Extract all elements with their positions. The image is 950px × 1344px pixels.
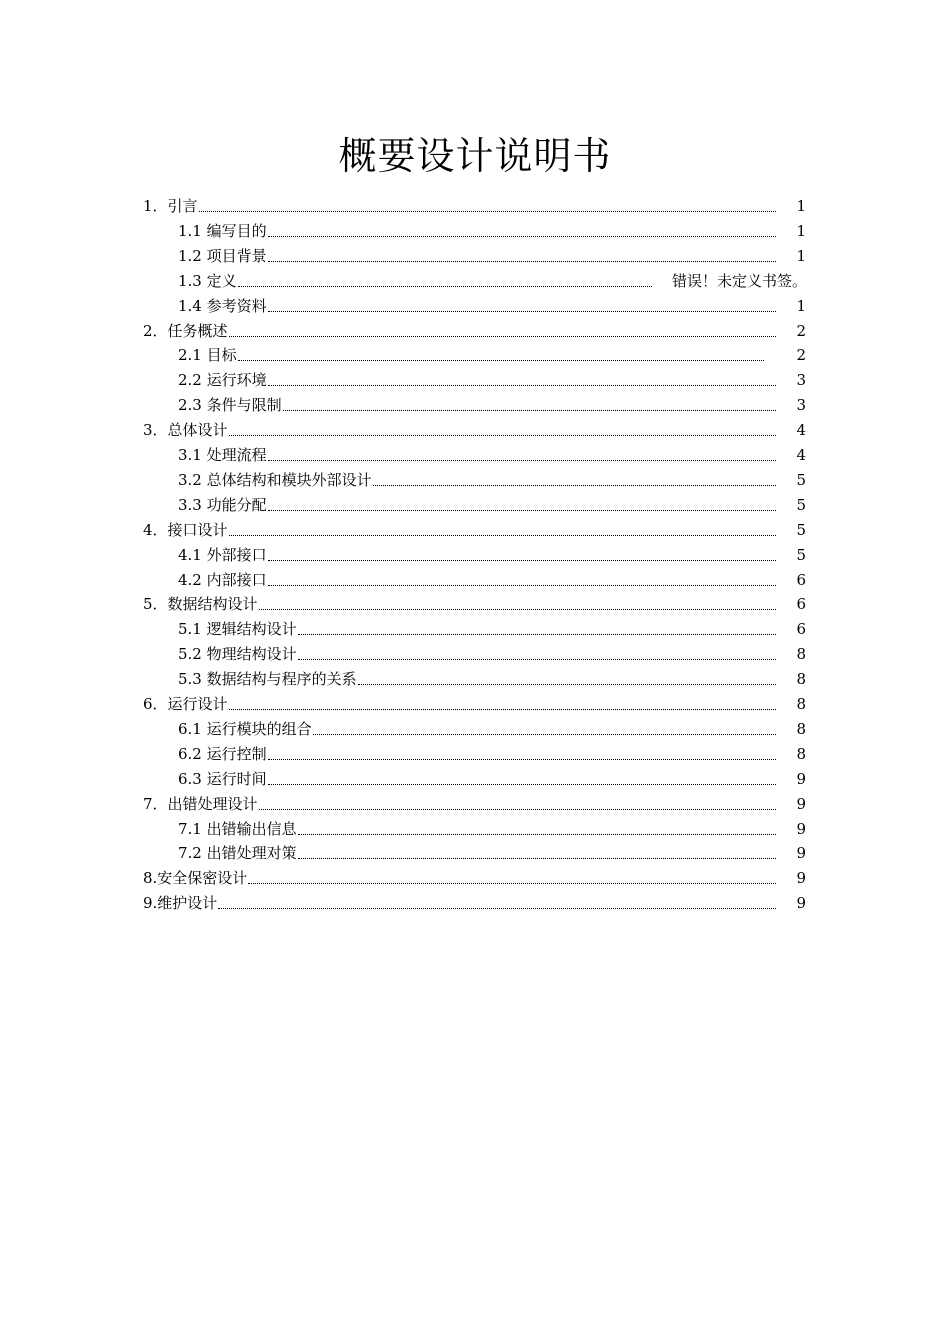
toc-page-number: 1 (796, 296, 806, 315)
toc-page-number: 4 (796, 446, 806, 464)
toc-entry-label: 1．引言 (143, 197, 198, 215)
toc-entry[interactable] (178, 838, 806, 863)
toc-entry-label: 9.维护设计 (143, 894, 218, 913)
toc-page-number: 8 (796, 719, 806, 738)
toc-entry-label: 7.2 出错处理对策 (178, 844, 297, 863)
toc-entry[interactable] (143, 515, 806, 540)
document-title: 概要设计说明书 (338, 134, 612, 179)
toc-entry-label: 3.2 总体结构和模块外部设计 (178, 470, 372, 489)
toc-dot-leader (313, 719, 776, 739)
toc-page-number: 8 (796, 670, 806, 689)
toc-entry-label: 1.2 项目背景 (178, 246, 267, 265)
toc-entry-label: 2．任务概述 (143, 321, 228, 340)
toc-dot-leader (268, 545, 776, 565)
toc-dot-leader (248, 868, 776, 888)
toc-dot-leader (298, 843, 776, 863)
toc-entry[interactable] (178, 216, 806, 241)
toc-page-number: 6 (796, 620, 806, 639)
toc-entry-label: 4.2 内部接口 (178, 570, 267, 589)
toc-entry[interactable] (143, 689, 806, 714)
toc-page-number: 5 (796, 545, 806, 564)
toc-dot-leader (229, 694, 776, 714)
toc-entry-label: 3．总体设计 (143, 421, 228, 440)
toc-entry[interactable] (178, 764, 806, 789)
toc-entry[interactable] (178, 739, 806, 764)
toc-entry-label: 6．运行设计 (143, 695, 228, 713)
toc-entry-label: 3.1 处理流程 (178, 446, 267, 464)
toc-page-number: 5 (796, 495, 806, 514)
toc-dot-leader (229, 520, 776, 540)
toc-page-number: 5 (796, 470, 806, 489)
toc-dot-leader (268, 744, 776, 764)
toc-page-number: 9 (796, 844, 806, 863)
toc-dot-leader (259, 794, 776, 814)
toc-dot-leader (298, 819, 776, 839)
toc-page-number: 5 (796, 520, 806, 539)
toc-entry-label: 6.1 运行模块的组合 (178, 719, 312, 738)
toc-entry[interactable] (178, 465, 806, 490)
toc-dot-leader (298, 644, 776, 664)
toc-page-number: 9 (796, 769, 806, 788)
toc-entry[interactable] (143, 789, 806, 814)
toc-dot-leader (268, 296, 776, 316)
toc-page-number: 1 (796, 221, 806, 240)
toc-page-number: 9 (796, 894, 806, 913)
toc-entry[interactable] (178, 540, 806, 565)
toc-entry[interactable] (178, 266, 807, 291)
toc-page-number: 8 (796, 744, 806, 763)
toc-page-number: 3 (796, 371, 806, 390)
toc-dot-leader (259, 594, 776, 614)
toc-dot-leader (218, 893, 776, 913)
toc-entry[interactable] (143, 863, 806, 888)
toc-entry-label: 5．数据结构设计 (143, 595, 258, 614)
toc-page-number: 1 (796, 197, 806, 215)
toc-dot-leader (238, 271, 652, 291)
toc-dot-leader (268, 221, 776, 241)
toc-entry-label: 6.2 运行控制 (178, 744, 267, 763)
toc-dot-leader (268, 495, 776, 515)
toc-dot-leader (229, 321, 776, 341)
toc-page-number: 1 (796, 246, 806, 265)
toc-entry[interactable] (178, 814, 806, 839)
toc-entry[interactable] (178, 440, 806, 465)
toc-entry-label: 3.3 功能分配 (178, 495, 267, 514)
toc-dot-leader (358, 669, 776, 689)
toc-entry-label: 2.1 目标 (178, 346, 237, 365)
toc-entry-label: 2.2 运行环境 (178, 371, 267, 390)
toc-entry[interactable] (178, 241, 806, 266)
toc-page-number: 9 (796, 819, 806, 838)
toc-dot-leader (298, 619, 776, 639)
toc-page-number: 6 (796, 595, 806, 614)
toc-entry[interactable] (178, 614, 806, 639)
toc-entry[interactable] (143, 316, 806, 341)
toc-entry[interactable] (178, 490, 806, 515)
toc-dot-leader (229, 420, 776, 440)
toc-dot-leader (373, 470, 776, 490)
toc-entry[interactable] (143, 191, 806, 216)
toc-entry-label: 2.3 条件与限制 (178, 396, 282, 415)
toc-dot-leader (268, 246, 776, 266)
toc-entry-label: 7．出错处理设计 (143, 794, 258, 813)
toc-entry-label: 1.3 定义 (178, 271, 237, 290)
toc-dot-leader (199, 196, 776, 216)
toc-dot-leader (268, 370, 776, 390)
toc-entry[interactable] (143, 589, 806, 614)
toc-error-message: 错误！未定义书签。 (671, 271, 807, 290)
toc-entry-label: 5.2 物理结构设计 (178, 645, 297, 664)
toc-page-number: 9 (796, 869, 806, 888)
toc-entry[interactable] (143, 888, 806, 913)
toc-page-number: 6 (796, 570, 806, 589)
toc-page-number: 2 (796, 346, 806, 365)
toc-entry[interactable] (143, 415, 806, 440)
toc-page-number: 3 (796, 396, 806, 415)
toc-entry-label: 7.1 出错输出信息 (178, 819, 297, 838)
toc-entry-label: 8.安全保密设计 (143, 869, 248, 888)
toc-dot-leader (268, 570, 776, 590)
toc-entry-label: 4.1 外部接口 (178, 545, 267, 564)
toc-page-number: 8 (796, 695, 806, 713)
toc-entry[interactable] (178, 291, 806, 316)
toc-page-number: 2 (796, 321, 806, 340)
toc-entry[interactable] (178, 639, 806, 664)
toc-entry[interactable] (178, 664, 806, 689)
toc-entry-label: 5.3 数据结构与程序的关系 (178, 670, 357, 689)
toc-entry-label: 1.1 编写目的 (178, 221, 267, 240)
toc-dot-leader (238, 345, 764, 365)
toc-dot-leader (268, 769, 776, 789)
toc-dot-leader (268, 445, 776, 465)
toc-entry-label: 4．接口设计 (143, 520, 228, 539)
toc-entry[interactable] (178, 565, 806, 590)
toc-page-number: 9 (796, 794, 806, 813)
toc-entry[interactable] (178, 714, 806, 739)
toc-entry[interactable] (178, 365, 806, 390)
toc-entry-label: 1.4 参考资料 (178, 296, 267, 315)
toc-entry-label: 6.3 运行时间 (178, 769, 267, 788)
toc-page-number: 4 (796, 421, 806, 440)
toc-dot-leader (283, 395, 776, 415)
toc-page-number: 8 (796, 645, 806, 664)
toc-entry-label: 5.1 逻辑结构设计 (178, 620, 297, 639)
toc-entry[interactable] (178, 340, 806, 365)
toc-entry[interactable] (178, 390, 806, 415)
